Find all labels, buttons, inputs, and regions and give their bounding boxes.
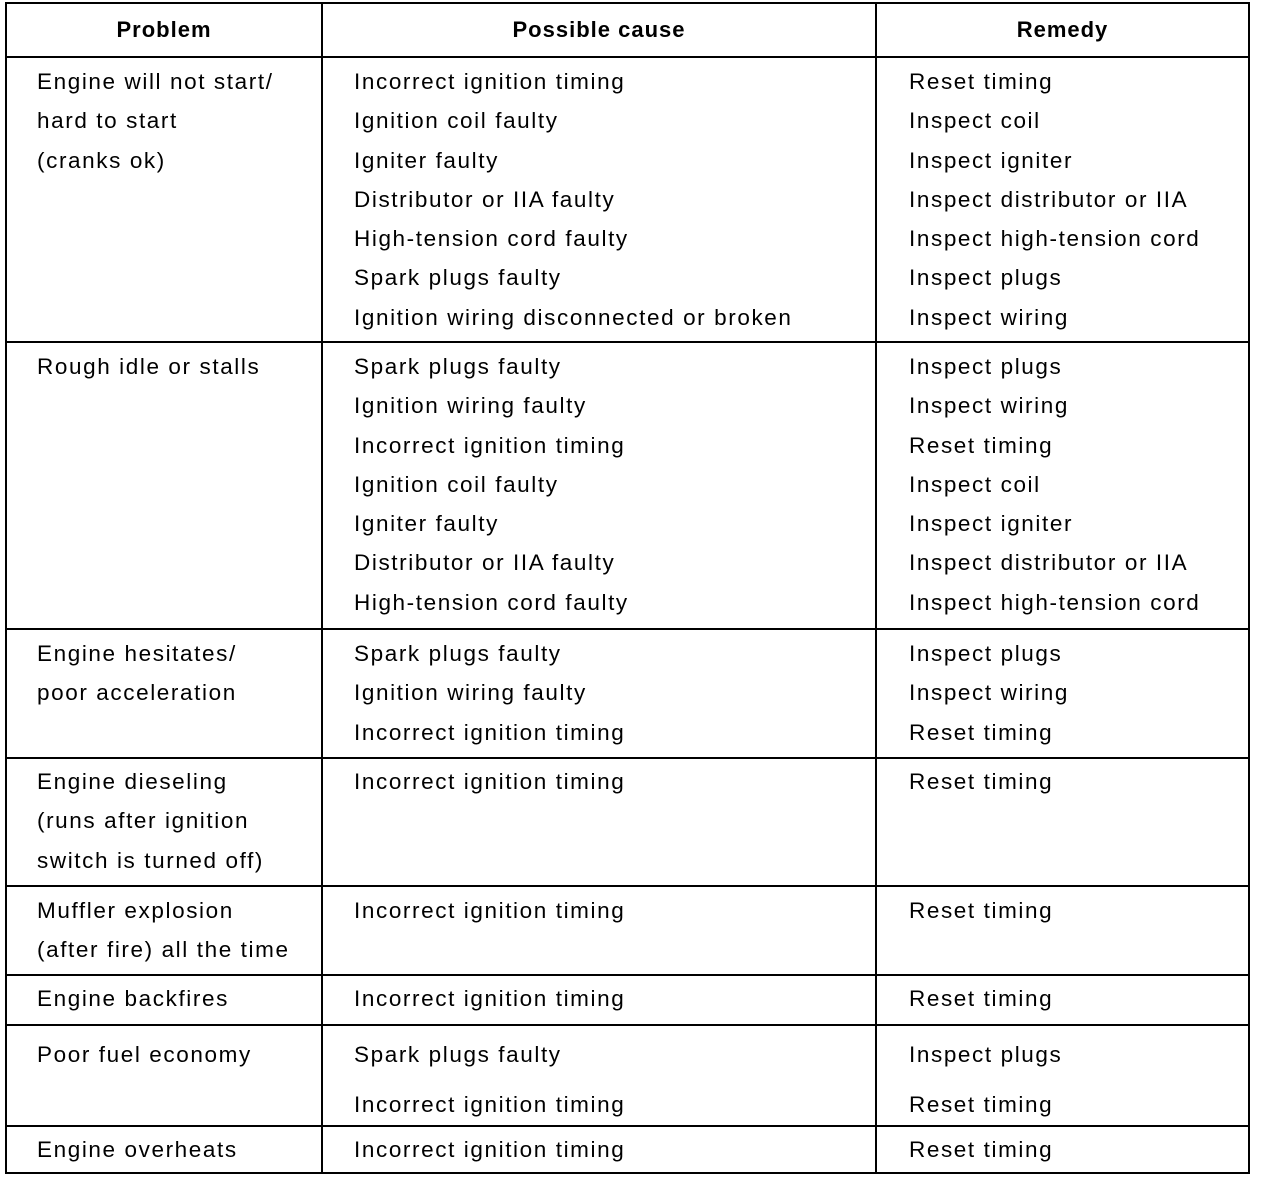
row-divider [7, 341, 1248, 343]
remedy-cell-line: Inspect wiring [909, 393, 1069, 419]
remedy-cell-line: Reset timing [909, 769, 1054, 794]
cause-cell-line: Incorrect ignition timing [354, 898, 626, 923]
problem-cell-line: Rough idle or stalls [37, 354, 261, 379]
problem-cell-line: Poor fuel economy [37, 1042, 252, 1067]
column-divider [321, 4, 323, 1172]
remedy-cell-line: Inspect igniter [909, 147, 1074, 173]
cause-cell-line: Ignition wiring disconnected or broken [354, 304, 793, 330]
cause-cell-line: Ignition wiring faulty [354, 393, 587, 419]
cause-cell-line: Ignition wiring faulty [354, 680, 587, 706]
problem-cell-line: (cranks ok) [37, 147, 166, 173]
remedy-cell-line: Reset timing [909, 986, 1054, 1011]
remedy-cell [909, 347, 1200, 622]
header-possible-cause: Possible cause [512, 17, 686, 42]
cause-cell [354, 762, 625, 801]
problem-cell [37, 979, 229, 1018]
remedy-cell-line: Inspect plugs [909, 1042, 1063, 1067]
remedy-cell-line: Reset timing [909, 898, 1054, 923]
problem-cell-line: Engine backfires [37, 986, 229, 1011]
remedy-cell-line: Inspect plugs [909, 265, 1063, 291]
cause-cell-line: High-tension cord faulty [354, 226, 629, 252]
header-remedy: Remedy [1016, 17, 1109, 42]
cause-cell-line: Spark plugs faulty [354, 265, 562, 291]
remedy-cell-line: Inspect wiring [909, 680, 1069, 706]
problem-cell [37, 1030, 252, 1080]
cause-cell [354, 62, 793, 337]
remedy-cell-line: Reset timing [909, 1137, 1054, 1162]
remedy-cell [909, 1030, 1062, 1130]
problem-cell-line: poor acceleration [37, 680, 237, 706]
cause-cell-line: Distributor or IIA faulty [354, 186, 616, 212]
problem-cell-line: Engine overheats [37, 1137, 238, 1162]
row-divider [7, 885, 1248, 887]
remedy-cell-line: Inspect distributor or IIA [909, 550, 1189, 576]
problem-cell [37, 347, 260, 386]
remedy-cell [909, 62, 1200, 337]
cause-cell-line: Spark plugs faulty [354, 1042, 562, 1067]
cause-cell-line: Ignition coil faulty [354, 108, 559, 134]
remedy-cell [909, 891, 1053, 930]
remedy-cell-line: Inspect coil [909, 108, 1041, 134]
problem-cell-line: Muffler explosion [37, 898, 234, 923]
row-divider [7, 974, 1248, 976]
remedy-cell-line: Reset timing [909, 1092, 1054, 1117]
cause-cell-line: Incorrect ignition timing [354, 769, 626, 794]
remedy-cell-line: Inspect plugs [909, 641, 1063, 666]
cause-cell [354, 634, 625, 752]
problem-cell [37, 62, 274, 180]
cause-cell-line: Incorrect ignition timing [354, 986, 626, 1011]
problem-cell-line: Engine hesitates/ [37, 641, 237, 666]
cause-cell [354, 979, 625, 1018]
remedy-cell-line: Reset timing [909, 432, 1054, 458]
remedy-cell-line: Inspect coil [909, 471, 1041, 497]
cause-cell-line: Incorrect ignition timing [354, 1137, 626, 1162]
problem-cell-line: switch is turned off) [37, 847, 265, 873]
remedy-cell-line: Inspect distributor or IIA [909, 186, 1189, 212]
cause-cell-line: High-tension cord faulty [354, 589, 629, 615]
remedy-cell [909, 762, 1053, 801]
cause-cell-line: Incorrect ignition timing [354, 432, 626, 458]
remedy-cell-line: Reset timing [909, 719, 1054, 745]
remedy-cell-line: Inspect plugs [909, 354, 1063, 379]
row-divider [7, 628, 1248, 630]
cause-cell-line: Spark plugs faulty [354, 641, 562, 666]
problem-cell-line: (after fire) all the time [37, 937, 290, 963]
cause-cell [354, 1130, 625, 1169]
cause-cell-line: Distributor or IIA faulty [354, 550, 616, 576]
cause-cell-line: Igniter faulty [354, 511, 499, 537]
problem-cell-line: Engine dieseling [37, 769, 228, 794]
cause-cell-line: Spark plugs faulty [354, 354, 562, 379]
row-divider [7, 56, 1248, 58]
remedy-cell-line: Inspect high-tension cord [909, 589, 1201, 615]
header-problem: Problem [116, 17, 212, 42]
cause-cell [354, 1030, 625, 1130]
problem-cell-line: (runs after ignition [37, 808, 250, 834]
problem-cell [37, 1130, 238, 1169]
row-divider [7, 1024, 1248, 1026]
problem-cell-line: Engine will not start/ [37, 69, 274, 94]
row-divider [7, 757, 1248, 759]
cause-cell [354, 891, 625, 930]
problem-cell [37, 634, 237, 713]
remedy-cell-line: Inspect high-tension cord [909, 226, 1201, 252]
remedy-cell-line: Inspect igniter [909, 511, 1074, 537]
cause-cell-line: Ignition coil faulty [354, 471, 559, 497]
cause-cell-line: Igniter faulty [354, 147, 499, 173]
remedy-cell [909, 634, 1069, 752]
problem-cell [37, 762, 264, 880]
cause-cell-line: Incorrect ignition timing [354, 719, 626, 745]
cause-cell [354, 347, 629, 622]
cause-cell-line: Incorrect ignition timing [354, 69, 626, 94]
column-divider [875, 4, 877, 1172]
troubleshooting-table [5, 2, 1250, 1174]
problem-cell [37, 891, 290, 970]
remedy-cell-line: Reset timing [909, 69, 1054, 94]
remedy-cell-line: Inspect wiring [909, 304, 1069, 330]
cause-cell-line: Incorrect ignition timing [354, 1092, 626, 1117]
remedy-cell [909, 979, 1053, 1018]
problem-cell-line: hard to start [37, 108, 178, 134]
remedy-cell [909, 1130, 1053, 1169]
